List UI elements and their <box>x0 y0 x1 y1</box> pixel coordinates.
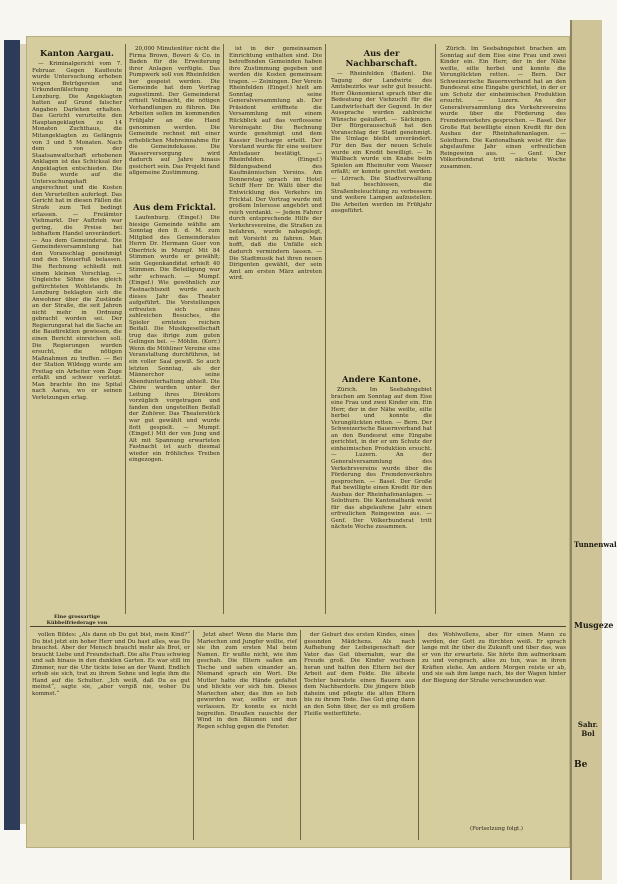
column-rule <box>125 44 126 614</box>
feuilleton-text: des Wohlwollens, aber für einen Mann zu werden, der Gott zu fürchten weiß. Er sprach lange mit ihr über die Zukunft und über das, was er von ihr erwartete. Sie hörte ihm aufmerksam zu und versprach, alles zu tun, was in ihren Kräften stehe. Am andern Morgen reiste er ab, und sie sah ihm lange nach, bis der Wagen hinter der Biegung der Straße verschwunden war. <box>422 632 566 684</box>
heading-andere-kantone: Andere Kantone. <box>341 374 421 384</box>
column-4-lower <box>331 372 432 618</box>
article-text: Zürich. Im Seebahngebiet brachen am Sonntag auf dem Eise eine Frau und zwei Kinder ein. Ein Herr, der in der Nähe weilte, eilte herbei und konnte die Verunglückten retten. — Bern. Der Schweizerische Bauernverband hat an den Bundesrat eine Eingabe gerichtet, in der er um Schutz der einheimischen Produktion ersucht. — Luzern. An der Generalversammlung des Verkehrsvereins wurde über die Förderung des Fremdenverkehrs gesprochen. — Basel. Der Große Rat bewilligte einen Kredit für den Ausbau der Rheinhafenanlagen. — Solothurn. Die Kantonalbank weist für das abgelaufene Jahr einen erfreulichen Reingewinn aus. — Genf. Der Völkerbundsrat tritt nächste Woche zusammen. <box>331 387 432 531</box>
column-2-top <box>129 46 220 196</box>
column-rule <box>418 630 419 840</box>
column-3 <box>229 46 322 618</box>
feuilleton-text: der Geburt des ersten Kindes, eines gesunden Mädchens. Als nach Aufhebung der Leibeigenschaft der Vater das Gut übernahm, war die Freude groß. Die Kinder wuchsen heran und halfen den Eltern bei der Arbeit auf dem Felde. Die älteste Tochter heiratete einen Bauern aus dem Nachbardorfe. Die jüngere blieb daheim und pflegte die alten Eltern bis zu ihrem Tode. Das Gut ging dann an den Sohn über, der es mit großem Fleiße weiterführte. <box>304 632 415 717</box>
feuilleton-col-2 <box>197 632 297 838</box>
col1-footer-line: Eine grossartige Kübbelfriederage von <box>46 614 108 626</box>
heading-fricktal: Aus dem Fricktal. <box>133 202 216 212</box>
feuilleton-col-3 <box>304 632 415 838</box>
adjacent-ad-2: Musgeze <box>574 620 614 630</box>
column-5 <box>440 46 566 618</box>
feuilleton-text: Jetzt aber! Wenn die Marie ihm Mariechen und Jungfer wollte, rief sie ihn zum ersten Mal beim Namen. Er wußte nicht, wie ihm geschah. Die Eltern saßen am Tische und sahen einander an. Niemand sprach ein Wort. Die Mutter hatte die Hände gefaltet und blickte vor sich hin. Dieses Mariechen aber, das ihm so lieb geworden war, sollte er nun verlassen. Er konnte es nicht begreifen. Draußen rauschte der Wind in den Bäumen und der Regen schlug gegen die Fenster. <box>197 632 297 730</box>
article-text: Zürich. Im Seebahngebiet brachen am Sonntag auf dem Eise eine Frau und zwei Kinder ein. Ein Herr, der in der Nähe weilte, eilte herbei und konnte die Verunglückten retten. — Bern. Der Schweizerische Bauernverband hat an den Bundesrat eine Eingabe gerichtet, in der er um Schutz der einheimischen Produktion ersucht. — Luzern. An der Generalversammlung des Verkehrsvereins wurde über die Förderung des Fremdenverkehrs gesprochen. — Basel. Der Große Rat bewilligte einen Kredit für den Ausbau der Rheinhafenanlagen. — Solothurn. Die Kantonalbank weist für das abgelaufene Jahr einen erfreulichen Reingewinn aus. — Genf. Der Völkerbundsrat tritt nächste Woche zusammen. <box>440 46 566 170</box>
feuilleton-rule <box>30 626 566 627</box>
feuilleton-col-4 <box>422 632 566 828</box>
book-spine <box>4 40 20 830</box>
article-text: ist in der gemeinsamen Einrichtung enthalten sind. Die betreffenden Gemeinden haben ihre Zustimmung gegeben und werden die Kosten gemeinsam tragen. — Zeiningen. Der Verein Rheinfelden (Eingef.) hielt am Sonntag seine Generalversammlung ab. Der Präsident eröffnete die Versammlung mit einem Rückblick auf das verflossene Vereinsjahr. Die Rechnung wurde genehmigt und dem Kassier Decharge erteilt. Der Vorstand wurde für eine weitere Amtsdauer bestätigt. — Rheinfelden. (Eingef.) Bildungsabend des Kaufmännischen Vereins. Am Donnerstag sprach im Hotel Schiff Herr Dr. Wälti über die Entwicklung des Verkehrs im Fricktal. Der Vortrag wurde mit großem Interesse angehört und reich verdankt. — Jedem Fahrer durch entsprechende Hilfe der Verkehrsvereine, die Straßen zu befahren, wurde nahegelegt, mit Vorsicht zu fahren. Man hofft, daß die Unfälle sich dadurch vermindern lassen. — Die Stadtmusik hat ihren neuen Dirigenten gewählt, der sein Amt am ersten März antreten wird. <box>229 46 322 282</box>
column-1 <box>32 46 122 610</box>
feuilleton-text: vollen Bildes: „Als dann ob Du gut bist, mein Kind?“ Du bist jetzt ein hoher Herr und Du hast alles, was Du brauchst. Aber der Mensch braucht mehr als Brot, er braucht Liebe und Freundschaft. Die alte Frau schwieg und sah hinaus in den dunklen Garten. Es war still im Zimmer, nur die Uhr tickte leise an der Wand. Endlich erhob sie sich, trat zu ihrem Sohne und legte ihm die Hand auf die Schulter. „Ich weiß, daß Du es gut meinst“, sagte sie, „aber vergiß nie, woher Du kommst.“ <box>32 632 190 697</box>
article-text: — Kriminalgericht vom 7. Februar. Gegen Kaufleute wurde Untersuchung erhoben wegen Betrügereien und Urkundenfälschung in Lenzburg. Die Angeklagten hatten auf Grund falscher Angaben Darlehen erhalten. Das Gericht verurteilte den Hauptangeklagten zu 14 Monaten Zuchthaus, die Mitangeklagten zu Gefängnis von 3 und 5 Monaten. Nach dem von der Staatsanwaltschaft erhobenen Anklagen ist das Schicksal der Angeklagten entschieden. Die Buße wurde auf die Untersuchungshaft angerechnet und die Kosten den Verurteilten auferlegt. Das Gericht hat in diesen Fällen die Strafe zum Teil bedingt erlassen. — Freiämter Viehmarkt. Der Auftrieb war gering, die Preise bei lebhaftem Handel unverändert. — Aus dem Gemeinderat. Die Gemeindeversammlung hat den Voranschlag genehmigt und den Steuerfuß belassen. Die Rechnung schließt mit einem kleinen Vorschlag. — Ungleiche Söhne des gleich gefürchteten Wohlstands. In Lenzburg beklagten sich die Anwohner über die Zustände an der Straße, die seit Jahren nicht mehr in Ordnung gebracht worden sei. Der Regierungsrat hat die Sache an die Baudirektion gewiesen, die einen Bericht einreichen soll. Die Regierungen wurden ersucht, die nötigen Maßnahmen zu treffen. — Bei der Station Wildegg wurde am Freitag ein Arbeiter vom Zuge erfaßt und schwer verletzt. Man brachte ihn ins Spital nach Aarau, wo er seinen Verletzungen erlag. <box>32 61 122 401</box>
article-text: 20,000 Minutenliter nicht die Firma Brown, Boveri & Co. in Baden für die Erweiterung ihrer Anlagen verfügte. Das Pumpwerk soll von Rheinfelden her gespeist werden. Die Gemeinde hat dem Vertrag zugestimmt. Der Gemeinderat erhielt Vollmacht, die nötigen Verhandlungen zu führen. Die Arbeiten sollen im kommenden Frühjahr an die Hand genommen werden. Die Gemeinde rechnet mit einer erheblichen Mehreinnahme für die Gemeindekasse. Die Wasserversorgung wird dadurch auf Jahre hinaus gesichert sein. Das Projekt fand allgemeine Zustimmung. <box>129 46 220 177</box>
feuilleton-col-1 <box>32 632 190 838</box>
heading-aargau: Kanton Aargau. <box>40 48 114 58</box>
column-rule <box>193 630 194 840</box>
adjacent-ad-4: Be <box>574 760 588 770</box>
column-rule <box>223 44 224 614</box>
column-4 <box>331 46 432 366</box>
heading-nachbarschaft: Aus der Nachbarschaft. <box>345 48 418 68</box>
adjacent-ad-3: Sahr. Bol <box>577 720 599 738</box>
column-rule <box>435 44 436 614</box>
adjacent-ad-1: Tunnenwal <box>574 540 617 549</box>
article-text: — Rheinfelden (Baden). Die Tagung der Landwirte des Amtsbezirks war sehr gut besucht. Herr Ökonomierat sprach über die Bedeutung der Viehzucht für die Landwirtschaft der Gegend. In der Aussprache wurden zahlreiche Wünsche geäußert. — Säckingen. Der Bürgerausschuß hat den Voranschlag der Stadt genehmigt. Die Umlage bleibt unverändert. Für den Bau der neuen Schule wurde ein Kredit bewilligt. — In Wallbach wurde ein Knabe beim Spielen am Rheinufer vom Wasser erfaßt; er konnte gerettet werden. — Lörrach. Die Stadtverwaltung hat beschlossen, die Straßenbeleuchtung zu verbessern und weitere Lampen aufzustellen. Die Arbeiten werden im Frühjahr ausgeführt. <box>331 71 432 215</box>
column-rule <box>300 630 301 840</box>
column-2 <box>129 200 220 620</box>
continuation-note: (Fortsetzung folgt.) <box>470 826 524 832</box>
column-rule <box>325 44 326 614</box>
adjacent-page <box>570 20 617 880</box>
article-text: Laufenburg. (Eingef.) Die hiesige Gemeinde wählte am Sonntag den 8. d. M. zum Mitglied des Gemeinderates Herrn Dr. Hermann Guer von Oberfrick in Mumpf. Mit 84 Stimmen wurde er gewählt; sein Gegenkandidat erhielt 40 Stimmen. Die Beteiligung war sehr schwach. — Mumpf. (Eingef.) Wie gewöhnlich zur Fastnachtszeit wurde auch dieses Jahr das Theater aufgeführt. Die Vorstellungen erfreuten sich eines zahlreichen Besuches, die Spieler ernteten reichen Beifall. Die Musikgesellschaft trug das ihrige zum guten Gelingen bei. — Möhlin. (Korr.) Wenn die Möhliner Vereine eine Veranstaltung durchführen, ist ein voller Saal gewiß. So auch letzten Sonntag, als der Männerchor seine Abendunterhaltung abhielt. Die Chöre wurden unter der Leitung ihres Direktors vorzüglich vorgetragen und fanden den ungeteilten Beifall der Zuhörer. Das Theaterstück war gut gewählt und wurde flott gespielt. — Mumpf. (Eingef.) Mit der von Jung und Alt mit Spannung erwarteten Fastnacht ist auch diesmal wieder ein fröhliches Treiben eingezogen. <box>129 215 220 464</box>
